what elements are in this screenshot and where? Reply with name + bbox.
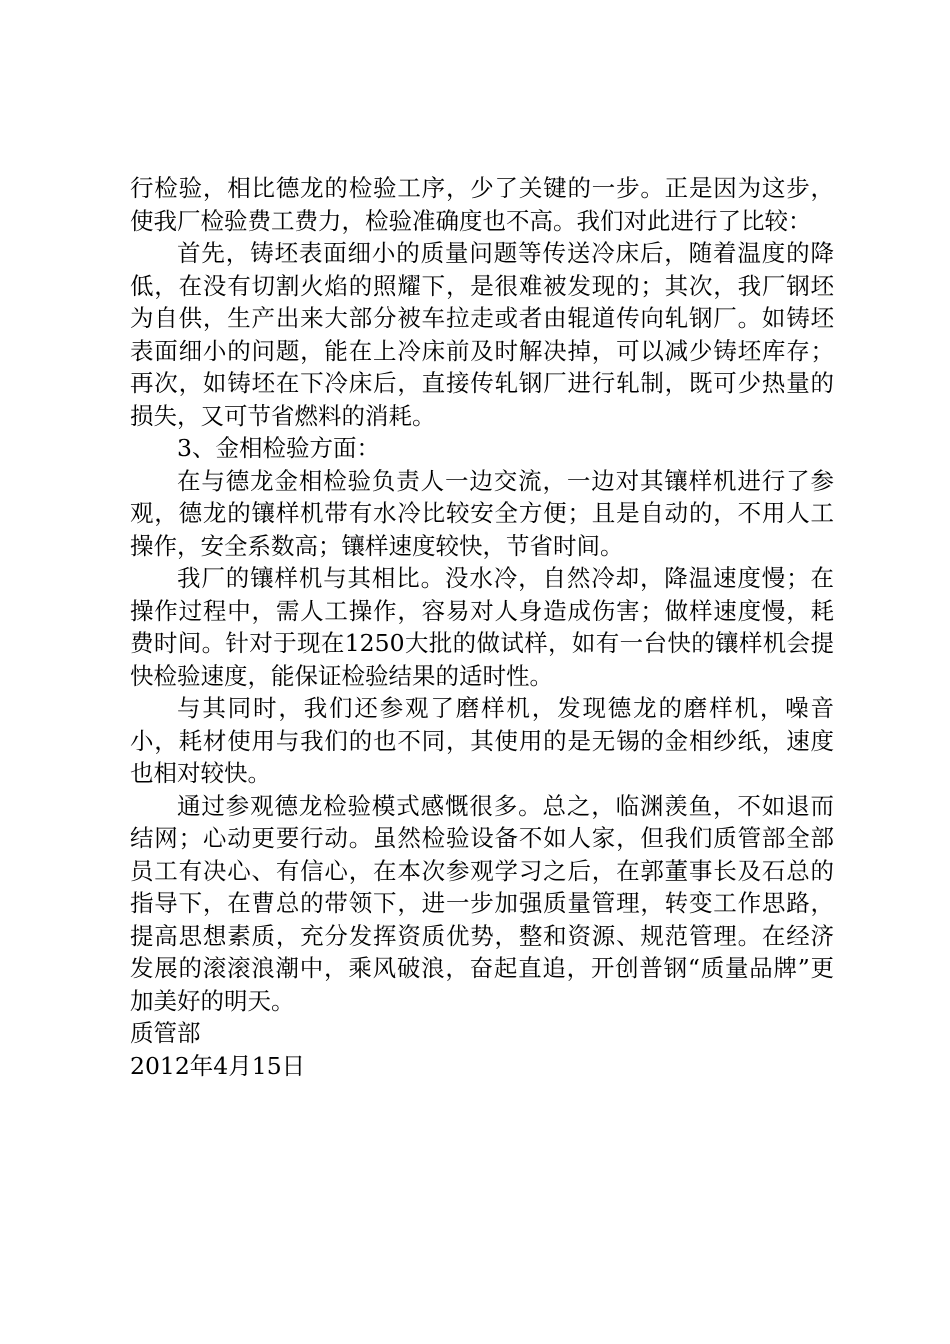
paragraph-3: 在与德龙金相检验负责人一边交流，一边对其镶样机进行了参观，德龙的镶样机带有水冷比较安全方便；且是自动的，不用人工操作，安全系数高；镶样速度较快，节省时间。 bbox=[130, 466, 834, 560]
paragraph-1: 行检验，相比德龙的检验工序，少了关键的一步。正是因为这步，使我厂检验费工费力，检验准确度也不高。我们对此进行了比较： bbox=[130, 174, 834, 235]
paragraph-5: 与其同时，我们还参观了磨样机，发现德龙的磨样机，噪音小，耗材使用与我们的也不同，其使用的是无锡的金相纱纸，速度也相对较快。 bbox=[130, 694, 834, 787]
document-body bbox=[130, 172, 834, 1082]
paragraph-4: 我厂的镶样机与其相比。没水冷，自然冷却，降温速度慢；在操作过程中，需人工操作，容易对人身造成伤害；做样速度慢，耗费时间。针对于现在1250大批的做试样，如有一台快的镶样机会提快检验速度，能保证检验结果的适时性。 bbox=[130, 564, 834, 690]
paragraph-6: 通过参观德龙检验模式感慨很多。总之，临渊羡鱼，不如退而结网；心动更要行动。虽然检验设备不如人家，但我们质管部全部员工有决心、有信心，在本次参观学习之后，在郭董事长及石总的指导下，在曹总的带领下，进一步加强质量管理，转变工作思路，提高思想素质，充分发挥资质优势，整和资源、规范管理。在经济发展的滚滚浪潮中，乘风破浪，奋起直追，开创普钢“质量品牌”更加美好的明天。 bbox=[130, 791, 834, 1015]
paragraph-2: 首先，铸坯表面细小的质量问题等传送冷床后，随着温度的降低，在没有切割火焰的照耀下，是很难被发现的；其次，我厂钢坯为自供，生产出来大部分被车拉走或者由辊道传向轧钢厂。如铸坯表面细小的问题，能在上冷床前及时解决掉，可以减少铸坯库存；再次，如铸坯在下冷床后，直接传轧钢厂进行轧制，既可少热量的损失，又可节省燃料的消耗。 bbox=[130, 239, 834, 430]
signature-department: 质管部 bbox=[130, 1019, 201, 1047]
signature-date: 2012年4月15日 bbox=[130, 1051, 306, 1080]
section-heading: 3、金相检验方面： bbox=[177, 434, 380, 462]
